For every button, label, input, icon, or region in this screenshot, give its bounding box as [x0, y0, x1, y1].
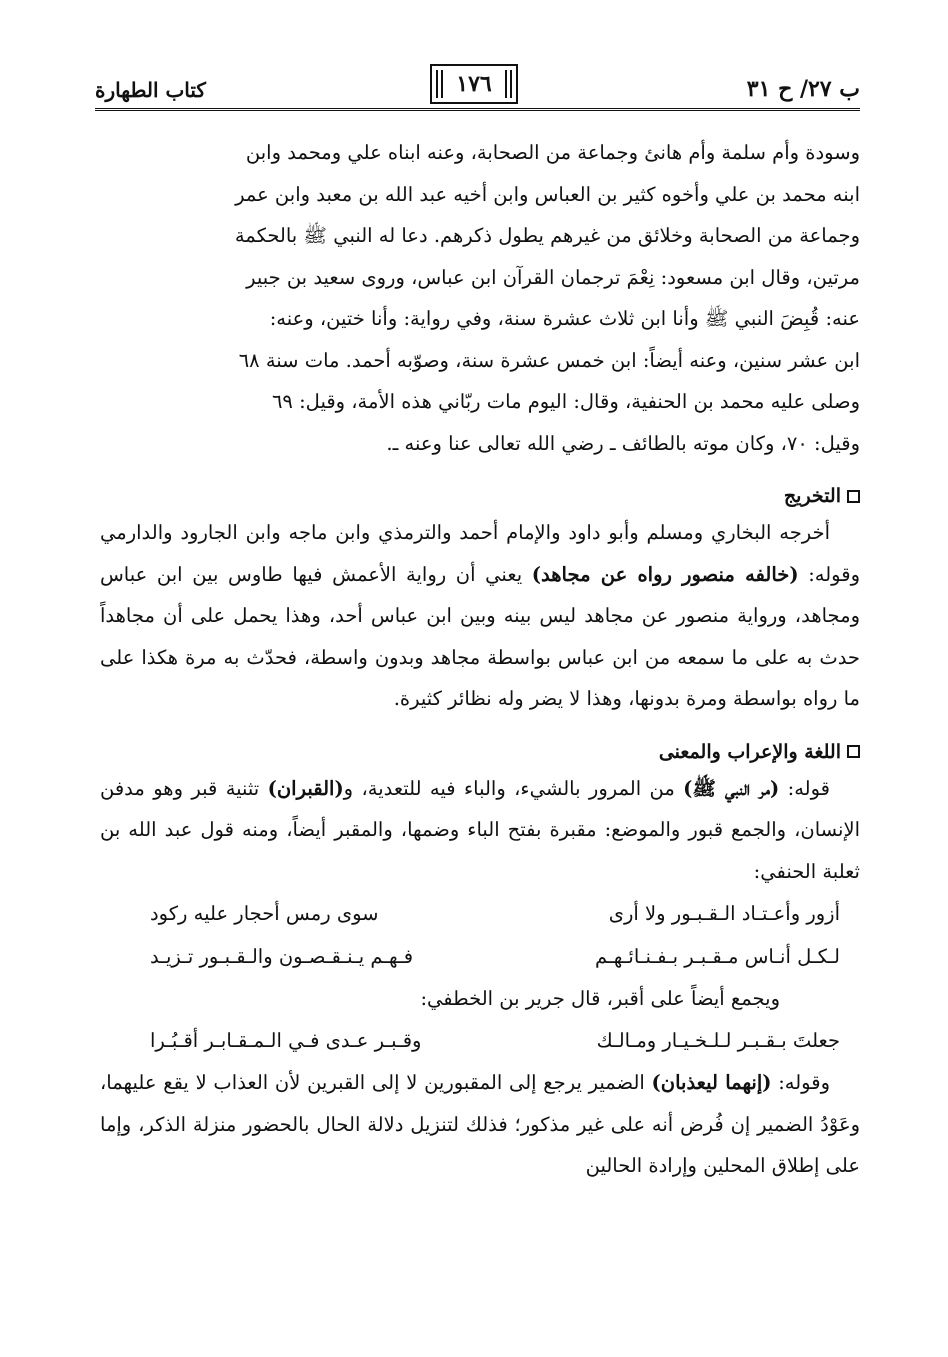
- quoted-phrase: (مر النبي ﷺ): [683, 776, 780, 800]
- quoted-phrase: (القبران): [267, 776, 344, 800]
- section-heading-lugha: [100, 736, 860, 768]
- section-heading-text: التخريج: [783, 485, 841, 507]
- quoted-phrase: (خالفه منصور رواه عن مجاهد): [531, 562, 799, 586]
- text-line: ابن عشر سنين، وعنه أيضاً: ابن خمس عشرة سنة، وصوّبه أحمد. مات سنة ٦٨: [238, 348, 860, 372]
- text-run: تثنية قبر وهو مدفن الإنسان، والجمع قبور والموضع: مقبرة بفتح الباء وضمها، والمقبر أيضاً، ومنه قول عبد الله بن ثعلبة الحنفي:: [100, 776, 860, 883]
- text-run: أخرجه البخاري ومسلم وأبو داود والإمام أحمد والترمذي وابن ماجه وابن الجارود والدارمي وقوله:: [100, 521, 860, 586]
- text-line: عنه: قُبِضَ النبي ﷺ وأنا ابن ثلاث عشرة سنة، وفي رواية: وأنا ختين، وعنه:: [269, 307, 860, 330]
- lugha-paragraph-2: [100, 1062, 860, 1187]
- book-title: كتاب الطهارة: [95, 78, 206, 102]
- poem-verse-2: [150, 935, 840, 978]
- text-run: يعني أن رواية الأعمش فيها طاوس بين ابن عباس ومجاهد، ورواية منصور عن مجاهد ليس بينه وبين ابن عباس أحد، وهذا يحمل على أن مجاهداً حدث به على ما سمعه من ابن عباس بواسطة مجاهد وبدون واسطة، فحدّث به مرة هكذا على ما رواه بواسطة ومرة بدونها، وهذا لا يضر وله نظائر كثيرة.: [100, 562, 860, 710]
- section-heading-text: اللغة والإعراب والمعنى: [658, 740, 841, 763]
- verse-intro: ويجمع أيضاً على أقبر، قال جرير بن الخطفي:: [420, 987, 780, 1010]
- verse-hemistich-first: جعلتَ بـقـبـر لـلـخـيـار ومـالـك: [596, 1029, 840, 1052]
- verse-hemistich-first: أزور وأعـتـاد الـقـبـور ولا أرى: [608, 902, 840, 925]
- text-run: وقوله:: [771, 1071, 830, 1094]
- page-header: [95, 64, 860, 114]
- text-line: ابنه محمد بن علي وأخوه كثير بن العباس وابن أخيه عبد الله بن معبد وابن عمر: [235, 182, 860, 206]
- page-number: ١٧٦: [430, 64, 518, 104]
- chapter-reference: ب ٢٧/ ح ٣١: [746, 76, 860, 102]
- verse-hemistich-second: سوى رمس أحجار عليه ركود: [150, 902, 379, 925]
- text-run: قوله:: [779, 776, 830, 800]
- verse-hemistich-second: وقـبـر عـدى فـي الـمـقـابـر أقـبُـرا: [150, 1029, 422, 1052]
- text-run: الضمير يرجع إلى المقبورين لا إلى القبرين لأن العذاب لا يقع عليهما، وعَوْدُ الضمير إن فُرض أنه على غير مذكور؛ فذلك لتنزيل دلالة الحال بالحضور منزلة الذكر، وإما على إطلاق المحلين وإرادة الحالين: [100, 1071, 860, 1177]
- text-line: وسودة وأم سلمة وأم هانئ وجماعة من الصحابة، وعنه ابناه علي ومحمد وابن: [245, 141, 860, 164]
- poem-verse-3: [150, 1019, 840, 1062]
- text-line: وقيل: ٧٠، وكان موته بالطائف ـ رضي الله تعالى عنا وعنه ـ.: [386, 431, 860, 455]
- text-line: مرتين، وقال ابن مسعود: نِعْمَ ترجمان القرآن ابن عباس، وروى سعيد بن جبير: [246, 265, 860, 289]
- verse-hemistich-second: فـهـم يـنـقـصـون والـقـبـور تـزيـد: [150, 945, 414, 968]
- biography-paragraph: [100, 132, 860, 464]
- header-rule: [95, 108, 860, 111]
- poem-verse-1: [150, 892, 840, 935]
- verse-hemistich-first: لـكـل أنـاس مـقـبـر بـفـنـائـهـم: [595, 945, 840, 968]
- page-body: [100, 132, 860, 1187]
- text-line: وجماعة من الصحابة وخلائق من غيرهم يطول ذكرهم. دعا له النبي ﷺ بالحكمة: [234, 224, 860, 247]
- text-run: من المرور بالشيء، والباء فيه للتعدية، و: [343, 776, 684, 800]
- section-heading-takhrij: [100, 480, 860, 512]
- takhrij-paragraph: [100, 512, 860, 720]
- square-bullet-icon: [847, 490, 860, 503]
- text-line: وصلى عليه محمد بن الحنفية، وقال: اليوم مات ربّاني هذه الأمة، وقيل: ٦٩: [271, 390, 860, 413]
- quoted-phrase: (إنهما ليعذبان): [651, 1071, 772, 1094]
- lugha-paragraph-1: [100, 768, 860, 893]
- square-bullet-icon: [847, 745, 860, 758]
